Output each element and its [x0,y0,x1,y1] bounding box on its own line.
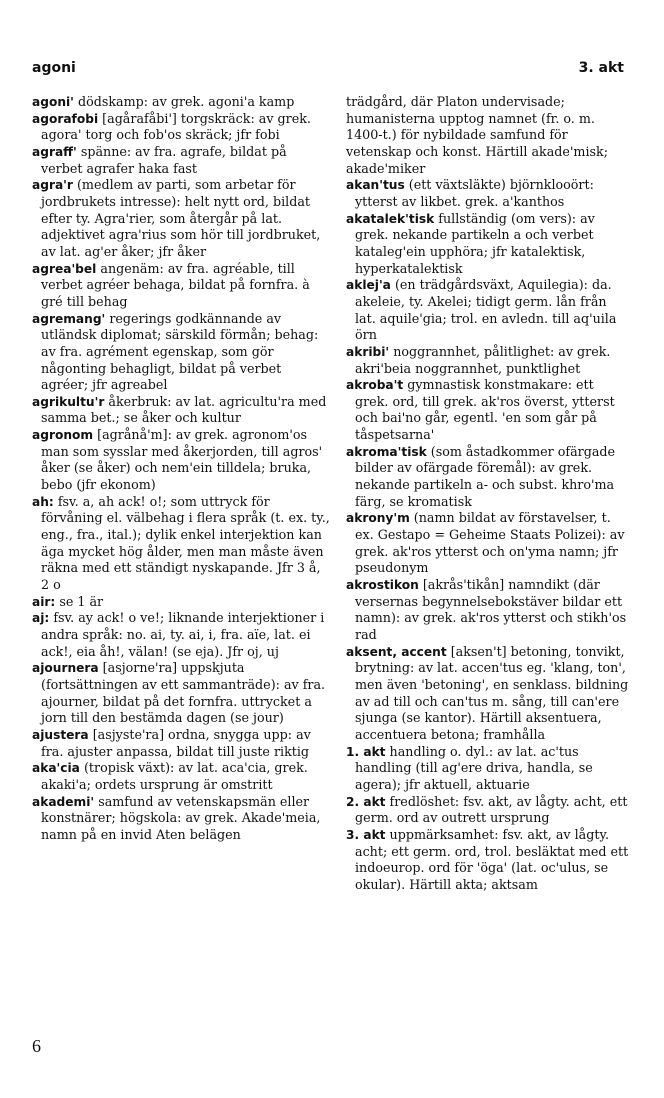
dictionary-entry [32,794,332,844]
running-head-left: agoni [32,60,76,76]
entry-definition: [akrås'tikån] namndikt (där versernas begynnelsebokstäver bildar ett namn): av grek. ak'ros ytterst och stikh'os rad [355,577,627,642]
dictionary-entry [32,311,332,394]
entry-definition: fredlöshet: fsv. akt, av lågty. acht, ett germ. ord av outrett ursprung [355,793,628,826]
entry-headword: agrikultu'r [32,394,105,409]
entry-headword: agoni' [32,95,74,109]
dictionary-entry [32,94,332,111]
entry-definition: (ett växtsläkte) björnklooört: ytterst av likbet. grek. a'kanthos [355,177,594,209]
dictionary-entry [346,177,630,210]
entry-headword: ajournera [32,661,99,676]
dictionary-entry [32,727,332,760]
dictionary-entry [32,261,332,311]
entry-definition: samfund av vetenskapsmän eller konstnärer; högskola: av grek. Akade'meia, namn på en invid Aten belägen [41,793,321,842]
entry-headword: aj: [32,611,50,626]
entry-definition: fsv. ay ack! o ve!; liknande interjektioner i andra språk: no. ai, ty. ai, i, fra. aïe, lat. ei ack!, eia åh!, välan! (se eja). Jfr oj, uj [41,610,325,659]
entry-headword: akroba't [346,378,404,393]
entry-headword: agrea'bel [32,261,97,276]
dictionary-entry [32,760,332,793]
entry-headword: 1. akt [346,744,386,759]
entry-headword: agronom [32,428,94,443]
dictionary-entry [32,660,332,727]
entry-headword: akrostikon [346,578,419,593]
entry-definition: [agårafåbi'] torgskräck: av grek. agora' torg och fob'os skräck; jfr fobi [41,110,311,143]
entry-definition: dödskamp: av grek. agoni'a kamp [73,94,295,109]
entry-headword: aksent, accent [346,644,447,659]
dictionary-entry [346,827,630,894]
left-column [32,94,332,844]
entry-definition: uppmärksamhet: fsv. akt, av lågty. acht; ett germ. ord, trol. besläktat med ett indoeurop. ord för 'öga' (lat. oc'ulus, se okular). Härtill akta; aktsam [355,826,629,892]
entry-definition: spänne: av fra. agrafe, bildat på verbet agrafer haka fast [41,143,287,176]
entry-headword: ajustera [32,727,89,742]
entry-definition: trädgård, där Platon undervisade; humanisterna upptog namnet (fr. o. m. 1400-t.) för nybildade samfund för vetenskap och konst. Härtill akade'misk; akade'miker [346,94,608,176]
page-number: 6 [32,1036,41,1056]
entry-definition: fullständig (om vers): av grek. nekande partikeln a och verbet kataleg'ein upphöra; jfr katalektisk, hyperkatalektisk [355,210,595,276]
entry-definition: [asjyste'ra] ordna, snygga upp: av fra. ajuster anpassa, bildat till juste riktig [41,726,311,759]
dictionary-entry [346,211,630,278]
right-column [346,94,630,894]
entry-definition: se 1 är [55,593,104,609]
entry-definition: åkerbruk: av lat. agricultu'ra med samma bet.; se åker och kultur [41,393,327,426]
entry-headword: ah: [32,494,54,509]
entry-headword: aka'cia [32,761,80,776]
entry-definition: (namn bildat av förstavelser, t. ex. Gestapo = Geheime Staats Polizei): av grek. ak'ros ytterst och on'yma namn; jfr pseudonym [355,510,625,576]
entry-headword: akroma'tisk [346,444,427,459]
dictionary-entry [32,494,332,594]
entry-definition: (som åstadkommer ofärgade bilder av ofärgade föremål): av grek. nekande partikeln a- och subst. khro'ma färg, se kromatisk [355,443,616,509]
dictionary-entry [346,277,630,344]
entry-definition: (tropisk växt): av lat. aca'cia, grek. akaki'a; ordets ursprung är omstritt [41,760,308,792]
entry-headword: agorafobi [32,111,99,126]
dictionary-entry [32,610,332,660]
entry-headword: akribi' [346,344,390,359]
entry-definition: handling o. dyl.: av lat. ac'tus handling (till ag'ere driva, handla, se agera); jfr aktuell, aktuarie [355,743,593,792]
dictionary-entry [346,794,630,827]
entry-definition: gymnastisk konstmakare: ett grek. ord, till grek. ak'ros överst, ytterst och bai'no går, egentl. 'en som går på tåspetsarna' [355,377,615,443]
entry-headword: akademi' [32,794,95,809]
dictionary-entry [346,94,630,177]
entry-headword: aklej'a [346,278,391,293]
entry-definition: [aksen't] betoning, tonvikt, brytning: av lat. accen'tus eg. 'klang, ton', men även 'betoning', en senklass. bildning av ad till och can'tus m. sång, till can'ere sjunga (se kantor). Härtill aksentuera, accentuera betona; framhålla [355,643,629,742]
entry-definition: [agrånå'm]: av grek. agronom'os man som sysslar med åkerjorden, till agros' åker (se åker) och nem'ein tilldela; bruka, bebo (jfr ekonom) [41,427,323,493]
entry-headword: air: [32,594,56,609]
entry-headword: akatalek'tisk [346,211,435,226]
dictionary-entry [32,177,332,260]
dictionary-entry [346,444,630,511]
entry-definition: [asjorne'ra] uppskjuta (fortsättningen av ett sammanträde): av fra. ajourner, bildat på det fornfra. uttrycket a jorn till den bestämda dagen (se jour) [41,660,326,726]
entry-definition: angenäm: av fra. agréable, till verbet agréer behaga, bildat på fornfra. à gré till behag [41,260,310,309]
dictionary-entry [32,111,332,144]
entry-headword: 3. akt [346,827,386,842]
entry-definition: (medlem av parti, som arbetar för jordbrukets intresse): helt nytt ord, bildat efter ty. Agra'rier, som återgår på lat. adjektivet agra'rius som hör till jordbruket, av lat. ag'er åker; jfr åker [41,177,321,259]
dictionary-entry [346,744,630,794]
entry-definition: fsv. a, ah ack! o!; som uttryck för förvåning el. välbehag i flera språk (t. ex. ty., eng., fra., ital.); dylik enkel interjektion kan äga mycket hög ålder, men man måste även räkna med ett ständigt nyskapande. Jfr 3 å, 2 o [41,493,330,593]
dictionary-entry [32,394,332,427]
entry-definition: noggrannhet, pålitlighet: av grek. akri'beia noggrannhet, punktlighet [355,343,611,376]
entry-headword: agremang' [32,311,106,326]
entry-definition: (en trädgårdsväxt, Aquilegia): da. akeleie, ty. Akelei; tidigt germ. lån från lat. aquile'gia; trol. en avledn. till aq'uila örn [355,277,617,343]
entry-headword: akrony'm [346,511,410,526]
entry-headword: agra'r [32,178,73,193]
entry-definition: regerings godkännande av utländsk diplomat; särskild förmån; behag: av fra. agrément egenskap, som gör någonting behagligt, bildat på verbet agréer; jfr agreabel [41,310,319,393]
dictionary-entry [346,510,630,577]
dictionary-entry [346,577,630,644]
dictionary-entry [32,427,332,494]
dictionary-entry [32,594,332,611]
dictionary-entry [32,144,332,177]
dictionary-entry [346,344,630,377]
running-head-right: 3. akt [578,60,624,76]
dictionary-entry [346,377,630,444]
entry-headword: agraff' [32,144,77,159]
entry-headword: akan'tus [346,178,405,193]
dictionary-entry [346,644,630,744]
entry-headword: 2. akt [346,794,386,809]
